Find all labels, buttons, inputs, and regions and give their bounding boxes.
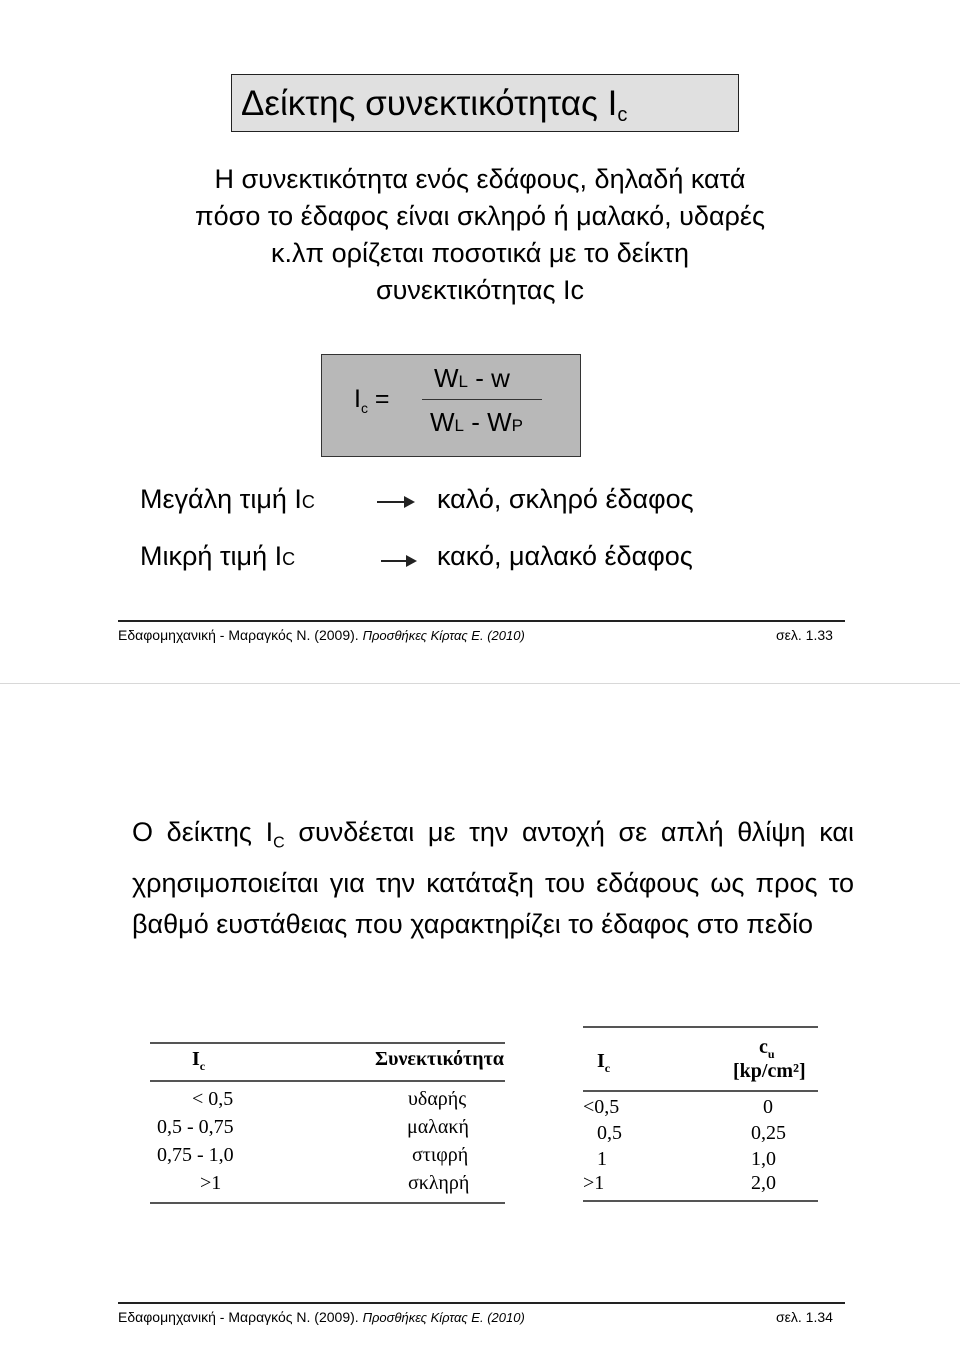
column-header-unit: [kp/cm²]	[733, 1060, 806, 1082]
table-top-rule	[150, 1042, 505, 1044]
low-ic-label: Μικρή τιμή IC	[140, 541, 296, 571]
consistency-index-formula	[321, 354, 581, 457]
footer-rule	[118, 620, 845, 622]
intro-line: κ.λπ ορίζεται ποσοτικά με το δείκτη	[271, 238, 689, 268]
table-header-rule	[583, 1090, 818, 1092]
table-header-rule	[150, 1080, 505, 1082]
footer-citation: Εδαφομηχανική - Μαραγκός Ν. (2009). Προσθήκες Κίρτας Ε. (2010)	[118, 627, 525, 643]
page-number: σελ. 1.33	[776, 627, 833, 643]
table-cell-consistency: μαλακή	[407, 1116, 469, 1138]
intro-line: συνεκτικότητας Ιc	[375, 275, 585, 305]
table-cell-cu: 0	[763, 1096, 773, 1118]
formula-numerator: WL - w	[434, 363, 510, 393]
slide-1-33	[0, 0, 960, 683]
intro-line: πόσο το έδαφος είναι σκληρό ή μαλακό, υδαρές	[195, 201, 765, 231]
table-cell-ic: <0,5	[583, 1096, 620, 1118]
title-text: Δείκτης συνεκτικότητας I	[241, 84, 618, 123]
page-divider	[0, 683, 960, 684]
arrow-right-icon	[377, 501, 413, 503]
high-ic-meaning: καλό, σκληρό έδαφος	[437, 484, 694, 514]
formula-lhs: $I_c$ =	[354, 385, 390, 416]
table-cell-ic: >1	[583, 1172, 605, 1194]
table-top-rule	[583, 1026, 818, 1028]
strength-table	[583, 1022, 818, 1208]
column-header-consistency: Συνεκτικότητα	[375, 1048, 504, 1070]
page-number: σελ. 1.34	[776, 1309, 833, 1325]
column-header-cu: $c_u$	[759, 1036, 775, 1061]
table-cell-cu: 1,0	[751, 1148, 776, 1170]
slide-title	[231, 74, 739, 132]
title-subscript: c	[617, 104, 628, 126]
table-cell-cu: 0,25	[751, 1122, 786, 1144]
table-cell-ic: 0,75 - 1,0	[157, 1144, 234, 1166]
arrow-right-icon	[381, 560, 415, 562]
fraction-bar	[422, 399, 542, 400]
low-ic-meaning: κακό, μαλακό έδαφος	[437, 541, 693, 571]
slide-2-paragraph: Ο δείκτης $I_C$ συνδέεται με την αντοχή σε απλή θλίψη και χρησιμοποιείται για την κατάταξη του εδάφους ως προς το βαθμό ευστάθειας που χαρακτηρίζει το έδαφος στο πεδίο	[132, 817, 854, 940]
intro-paragraph	[100, 161, 860, 309]
table-cell-ic: 1	[597, 1148, 607, 1170]
table-bottom-rule	[583, 1200, 818, 1202]
column-header-ic: $I_c$	[192, 1048, 206, 1073]
table-cell-consistency: σκληρή	[408, 1172, 470, 1194]
footer-rule	[118, 1302, 845, 1304]
table-cell-consistency: υδαρής	[408, 1088, 467, 1110]
table-cell-cu: 2,0	[751, 1172, 776, 1194]
column-header-ic: $I_c$	[597, 1050, 611, 1075]
consistency-table	[150, 1028, 505, 1208]
formula-denominator: WL - WP	[430, 407, 524, 437]
high-ic-label: Μεγάλη τιμή IC	[140, 484, 315, 514]
table-bottom-rule	[150, 1202, 505, 1204]
table-cell-ic: 0,5 - 0,75	[157, 1116, 234, 1138]
table-cell-consistency: στιφρή	[412, 1144, 469, 1166]
table-cell-ic: 0,5	[597, 1122, 622, 1144]
table-cell-ic: < 0,5	[192, 1088, 234, 1110]
table-cell-ic: >1	[200, 1172, 222, 1194]
footer-citation: Εδαφομηχανική - Μαραγκός Ν. (2009). Προσθήκες Κίρτας Ε. (2010)	[118, 1309, 525, 1325]
intro-line: Η συνεκτικότητα ενός εδάφους, δηλαδή κατά	[214, 164, 746, 194]
